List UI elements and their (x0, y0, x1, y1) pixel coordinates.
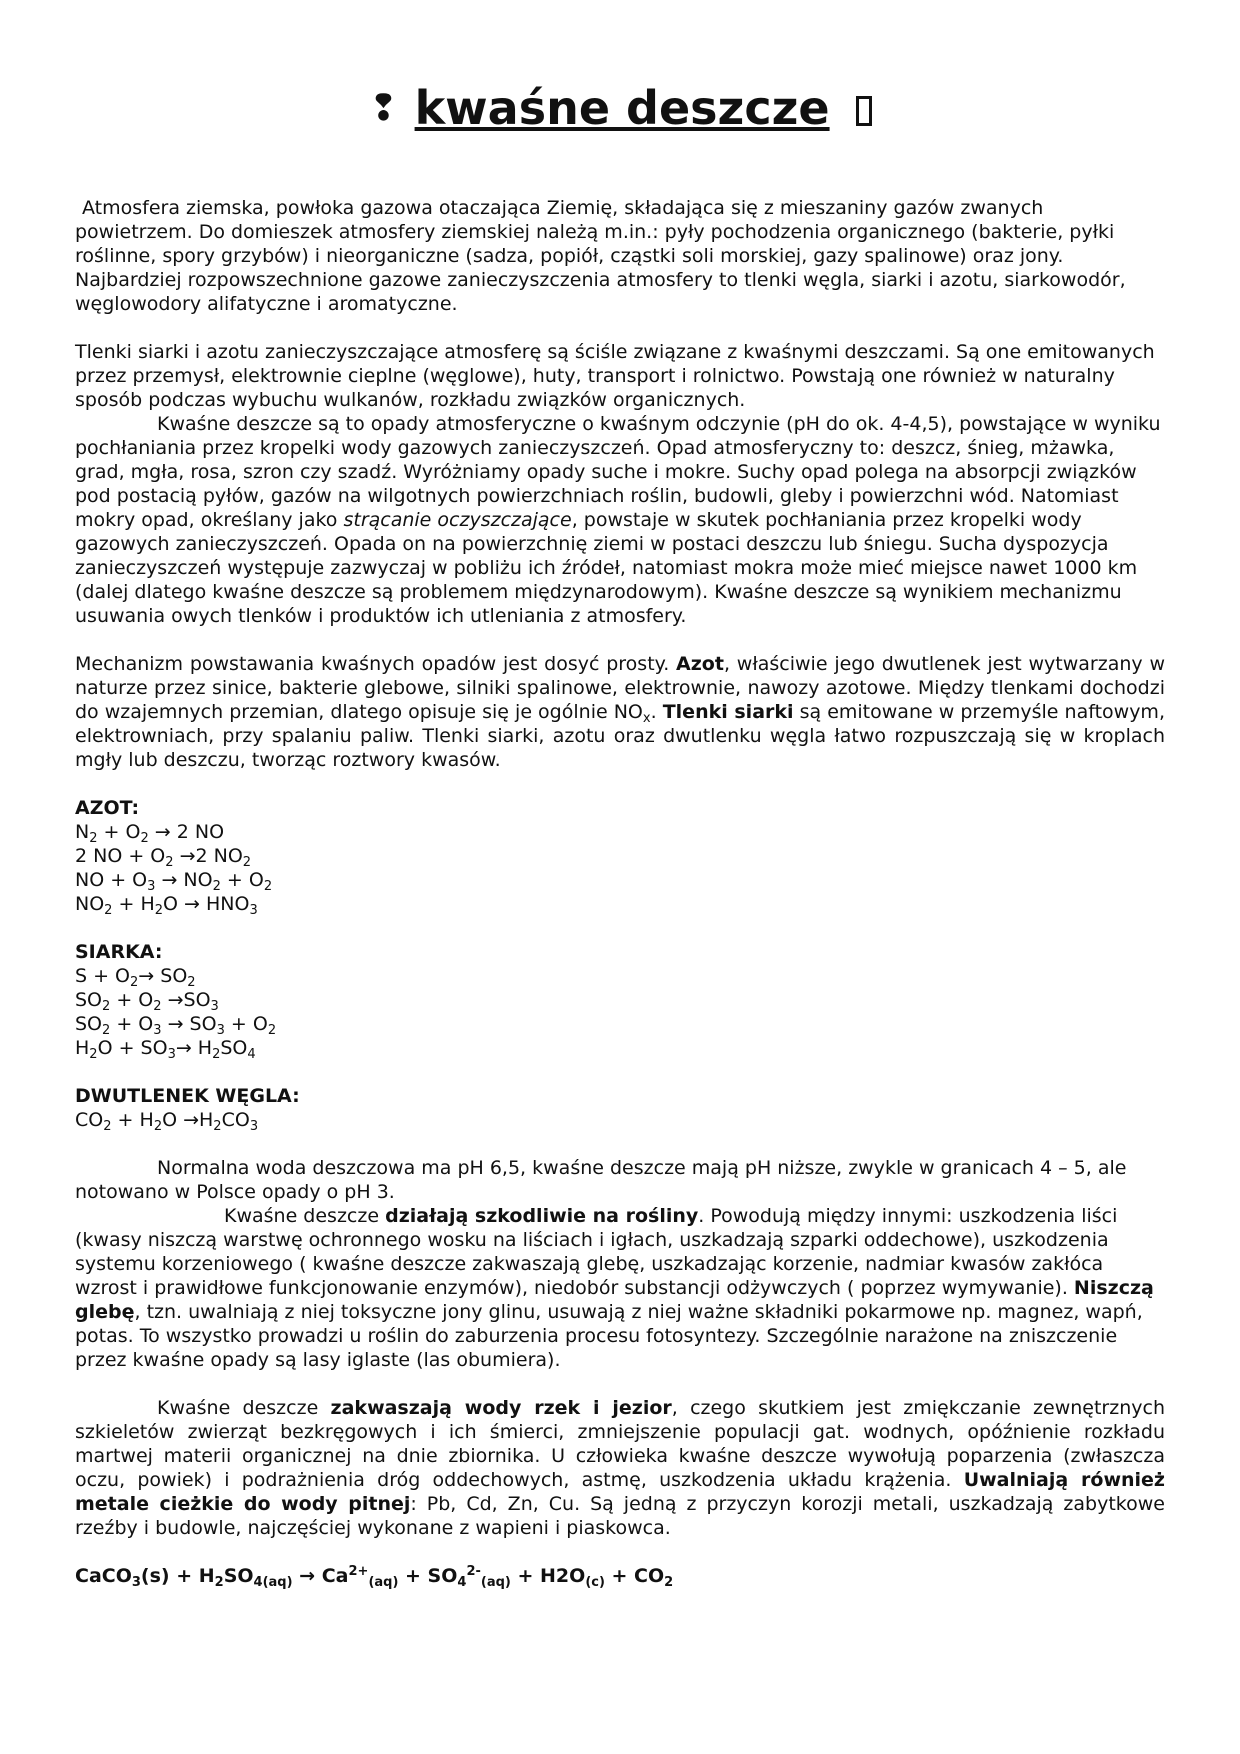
paragraph-plants: Kwaśne deszcze działają szkodliwie na rośliny. Powodują między innymi: uszkodzenia liści (kwasy niszczą warstwę ochronnego wosku na liściach i igłach, uszkadzają szparki oddechowe), uszkodzenia systemu korzeniowego ( kwaśne deszcze zakwaszają glebę, uszkadzając korzenie, nadmiar kwasów zakłóca wzrost i prawidłowe funkcjonowanie enzymów), niedobór substancji odżywczych ( poprzez wymywanie). Niszczą glebę, tzn. uwalniają z niej toksyczne jony glinu, usuwają z niej ważne składniki pokarmowe np. magnez, wapń, potas. To wszystko prowadzi u roślin do zaburzenia procesu fotosyntezy. Szczególnie narażone na zniszczenie przez kwaśne opady są lasy iglaste (las obumiera). (75, 1205, 1154, 1371)
paragraph-mechanism: Mechanizm powstawania kwaśnych opadów jest dosyć prosty. Azot, właściwie jego dwutlenek jest wytwarzany w naturze przez sinice, bakterie glebowe, silniki spalinowe, elektrownie, nawozy azotowe. Między tlenkami dochodzi do wzajemnych przemian, dlatego opisuje się je ogólnie $NO_x$. Tlenki siarki są emitowane w przemyśle naftowym, elektrowniach, przy spalaniu paliw. Tlenki siarki, azotu oraz dwutlenku węgla łatwo rozpuszczają się w kroplach mgły lub deszczu, tworząc roztwory kwasów. (75, 653, 1165, 771)
equation: 2 NO + $O_2 \to 2$ $NO_2$ (75, 845, 252, 870)
exclamation-icon: ❢ (368, 88, 399, 129)
equation: $H_2O + SO_3\to H_2SO_4$ (75, 1037, 256, 1062)
equation: NO + $O_3 \to NO_2 + O_2$ (75, 869, 273, 894)
heading-azot: AZOT: (75, 797, 140, 819)
equation-limestone: CaCO$_3$(s) + $H_2SO_{4(aq)} \to Ca^{2+}_{(aq)} + SO_4^{2-}_{(aq)} + H2O_{(c)} + CO_2$ (75, 1564, 674, 1590)
document-body (75, 196, 1165, 1588)
equation: $NO_2 + H_2O \to HNO_3$ (75, 893, 258, 918)
heading-siarka: SIARKA: (75, 941, 163, 963)
equation: $SO_2 + O_2 \to SO_3$ (75, 989, 219, 1014)
paragraph-acid-rain-definition: Kwaśne deszcze są to opady atmosferyczne o kwaśnym odczynie (pH do ok. 4-4,5), powstające w wyniku pochłaniania przez kropelki wody gazowych zanieczyszczeń. Opad atmosferyczny to: deszcz, śnieg, mżawka, grad, mgła, rosa, szron czy szadź. Wyróżniamy opady suche i mokre. Suchy opad polega na absorpcji związków pod postacią pyłów, gazów na wilgotnych powierzchniach roślin, budowli, gleby i powierzchni wód. Natomiast mokry opad, określany jako strącanie oczyszczające, powstaje w skutek pochłaniania przez kropelki wody gazowych zanieczyszczeń. Opada on na powierzchnię ziemi w postaci deszczu lub śniegu. Sucha dyspozycja zanieczyszczeń występuje zazwyczaj w pobliżu ich źródeł, natomiast mokra może mieć miejsce nawet 1000 km (dalej dlatego kwaśne deszcze są problemem międzynarodowym). Kwaśne deszcze są wynikiem mechanizmu usuwania owych tlenków i produktów ich utleniania z atmosfery. (75, 413, 1161, 627)
paragraph-ph: Normalna woda deszczowa ma pH 6,5, kwaśne deszcze mają pH niższe, zwykle w granicach 4 – 5, ale notowano w Polsce opady o pH 3. (75, 1157, 1127, 1203)
paragraph-atmosphere: Atmosfera ziemska, powłoka gazowa otaczająca Ziemię, składająca się z mieszaniny gazów zwanych powietrzem. Do domieszek atmosfery ziemskiej należą m.in.: pyły pochodzenia organicznego (bakterie, pyłki roślinne, spory grzybów) i nieorganiczne (sadza, popiół, cząstki soli morskiej, gazy spalinowe) oraz jony. Najbardziej rozpowszechnione gazowe zanieczyszczenia atmosfery to tlenki węgla, siarki i azotu, siarkowodór, węglowodory alifatyczne i aromatyczne. (75, 197, 1126, 315)
page-title (0, 78, 1240, 139)
equation: $N_2 + O_2 \to 2$ NO (75, 821, 225, 846)
heading-dwutlenek-wegla: DWUTLENEK WĘGLA: (75, 1085, 300, 1107)
paragraph-waters: Kwaśne deszcze zakwaszają wody rzek i jezior, czego skutkiem jest zmiękczanie zewnętrznych szkieletów zwierząt bezkręgowych i ich śmierci, zmniejszenie populacji gat. wodnych, opóźnienie rozkładu martwej materii organicznej na dnie zbiornika. U człowieka kwaśne deszcze wywołują poparzenia (zwłaszcza oczu, powiek) i podrażnienia dróg oddechowych, astmę, uszkodzenia układu krążenia. Uwalniają również metale cieżkie do wody pitnej: Pb, Cd, Zn, Cu. Są jedną z przyczyn korozji metali, uszkadzają zabytkowe rzeźby i budowle, najczęściej wykonane z wapieni i piaskowca. (75, 1397, 1165, 1539)
equation: $SO_2 + O_3 \to SO_3 + O_2$ (75, 1013, 277, 1038)
title-text: kwaśne deszcze (414, 81, 830, 135)
equation: $CO_2 + H_2O \to H_2CO_3$ (75, 1109, 259, 1134)
paragraph-oxides: Tlenki siarki i azotu zanieczyszczające atmosferę są ściśle związane z kwaśnymi deszczami. Są one emitowanych przez przemysł, elektrownie cieplne (węglowe), huty, transport i rolnictwo. Powstają one również w naturalny sposób podczas wybuchu wulkanów, rozkładu związków organicznych. (75, 341, 1155, 411)
equation: $S + O_2\to SO_2$ (75, 965, 196, 990)
box-glyph-icon (856, 96, 872, 126)
